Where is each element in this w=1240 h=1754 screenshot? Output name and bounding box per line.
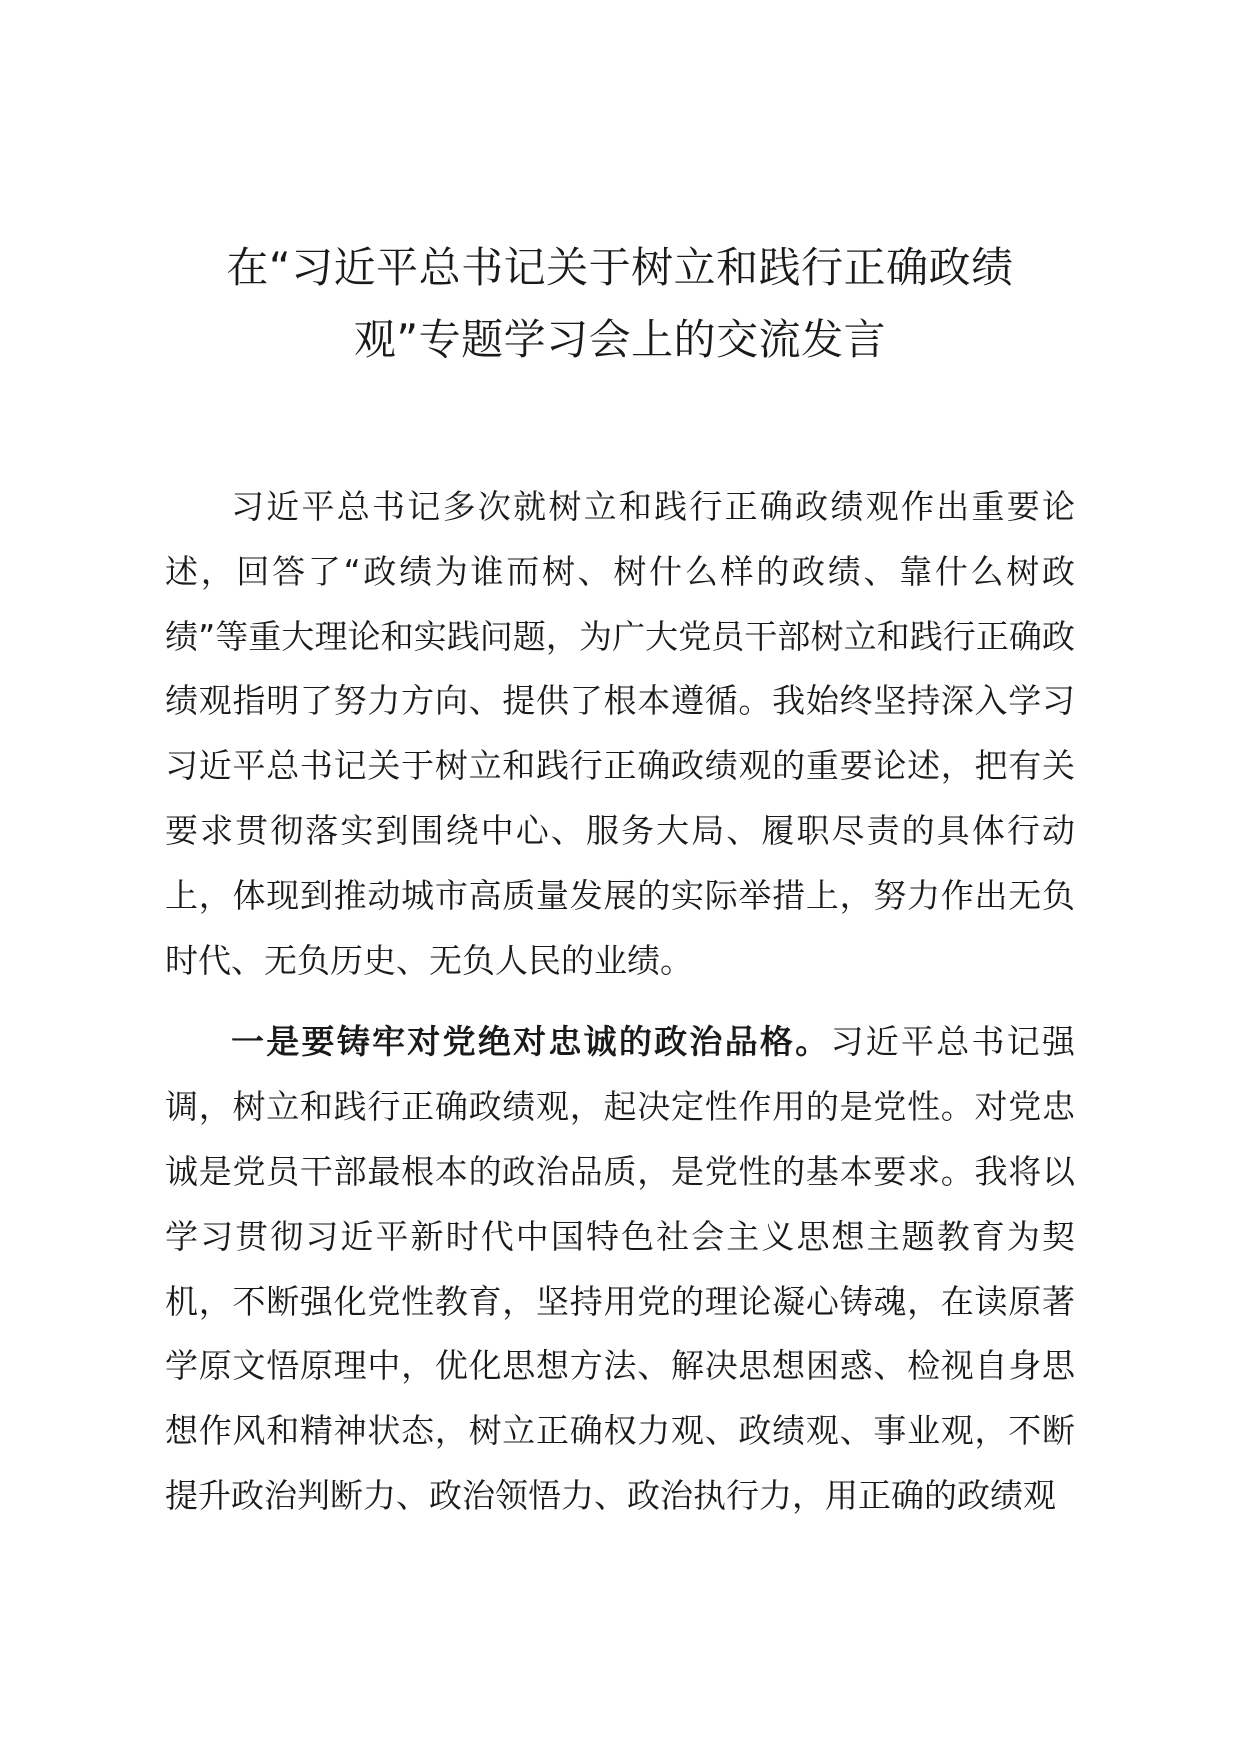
document-title-line-1: 在“习近平总书记关于树立和践行正确政绩	[226, 243, 1014, 292]
body-paragraph-1	[165, 475, 1075, 993]
paragraph-2-text: 习近平总书记强调，树立和践行正确政绩观，起决定性作用的是党性。对党忠诚是党员干部最根本的政治品质，是党性的基本要求。我将以学习贯彻习近平新时代中国特色社会主义思想主题教育为契机，不断强化党性教育，坚持用党的理论凝心铸魂，在读原著学原文悟原理中，优化思想方法、解决思想困惑、检视自身思想作风和精神状态，树立正确权力观、政绩观、事业观，不断提升政治判断力、政治领悟力、政治执行力，用正确的政绩观	[165, 1022, 1076, 1515]
paragraph-1-text: 习近平总书记多次就树立和践行正确政绩观作出重要论述，回答了“政绩为谁而树、树什么样的政绩、靠什么树政绩”等重大理论和实践问题，为广大党员干部树立和践行正确政绩观指明了努力方向、提供了根本遵循。我始终坚持深入学习习近平总书记关于树立和践行正确政绩观的重要论述，把有关要求贯彻落实到围绕中心、服务大局、履职尽责的具体行动上，体现到推动城市高质量发展的实际举措上，努力作出无负时代、无负历史、无负人民的业绩。	[165, 487, 1075, 980]
document-title	[168, 232, 1072, 376]
paragraph-2-lead-heading: 一是要铸牢对党绝对忠诚的政治品格。	[231, 1022, 831, 1062]
document-title-line-2: 观”专题学习会上的交流发言	[353, 315, 887, 364]
document-body	[165, 475, 1075, 1529]
body-paragraph-2	[165, 1010, 1075, 1528]
